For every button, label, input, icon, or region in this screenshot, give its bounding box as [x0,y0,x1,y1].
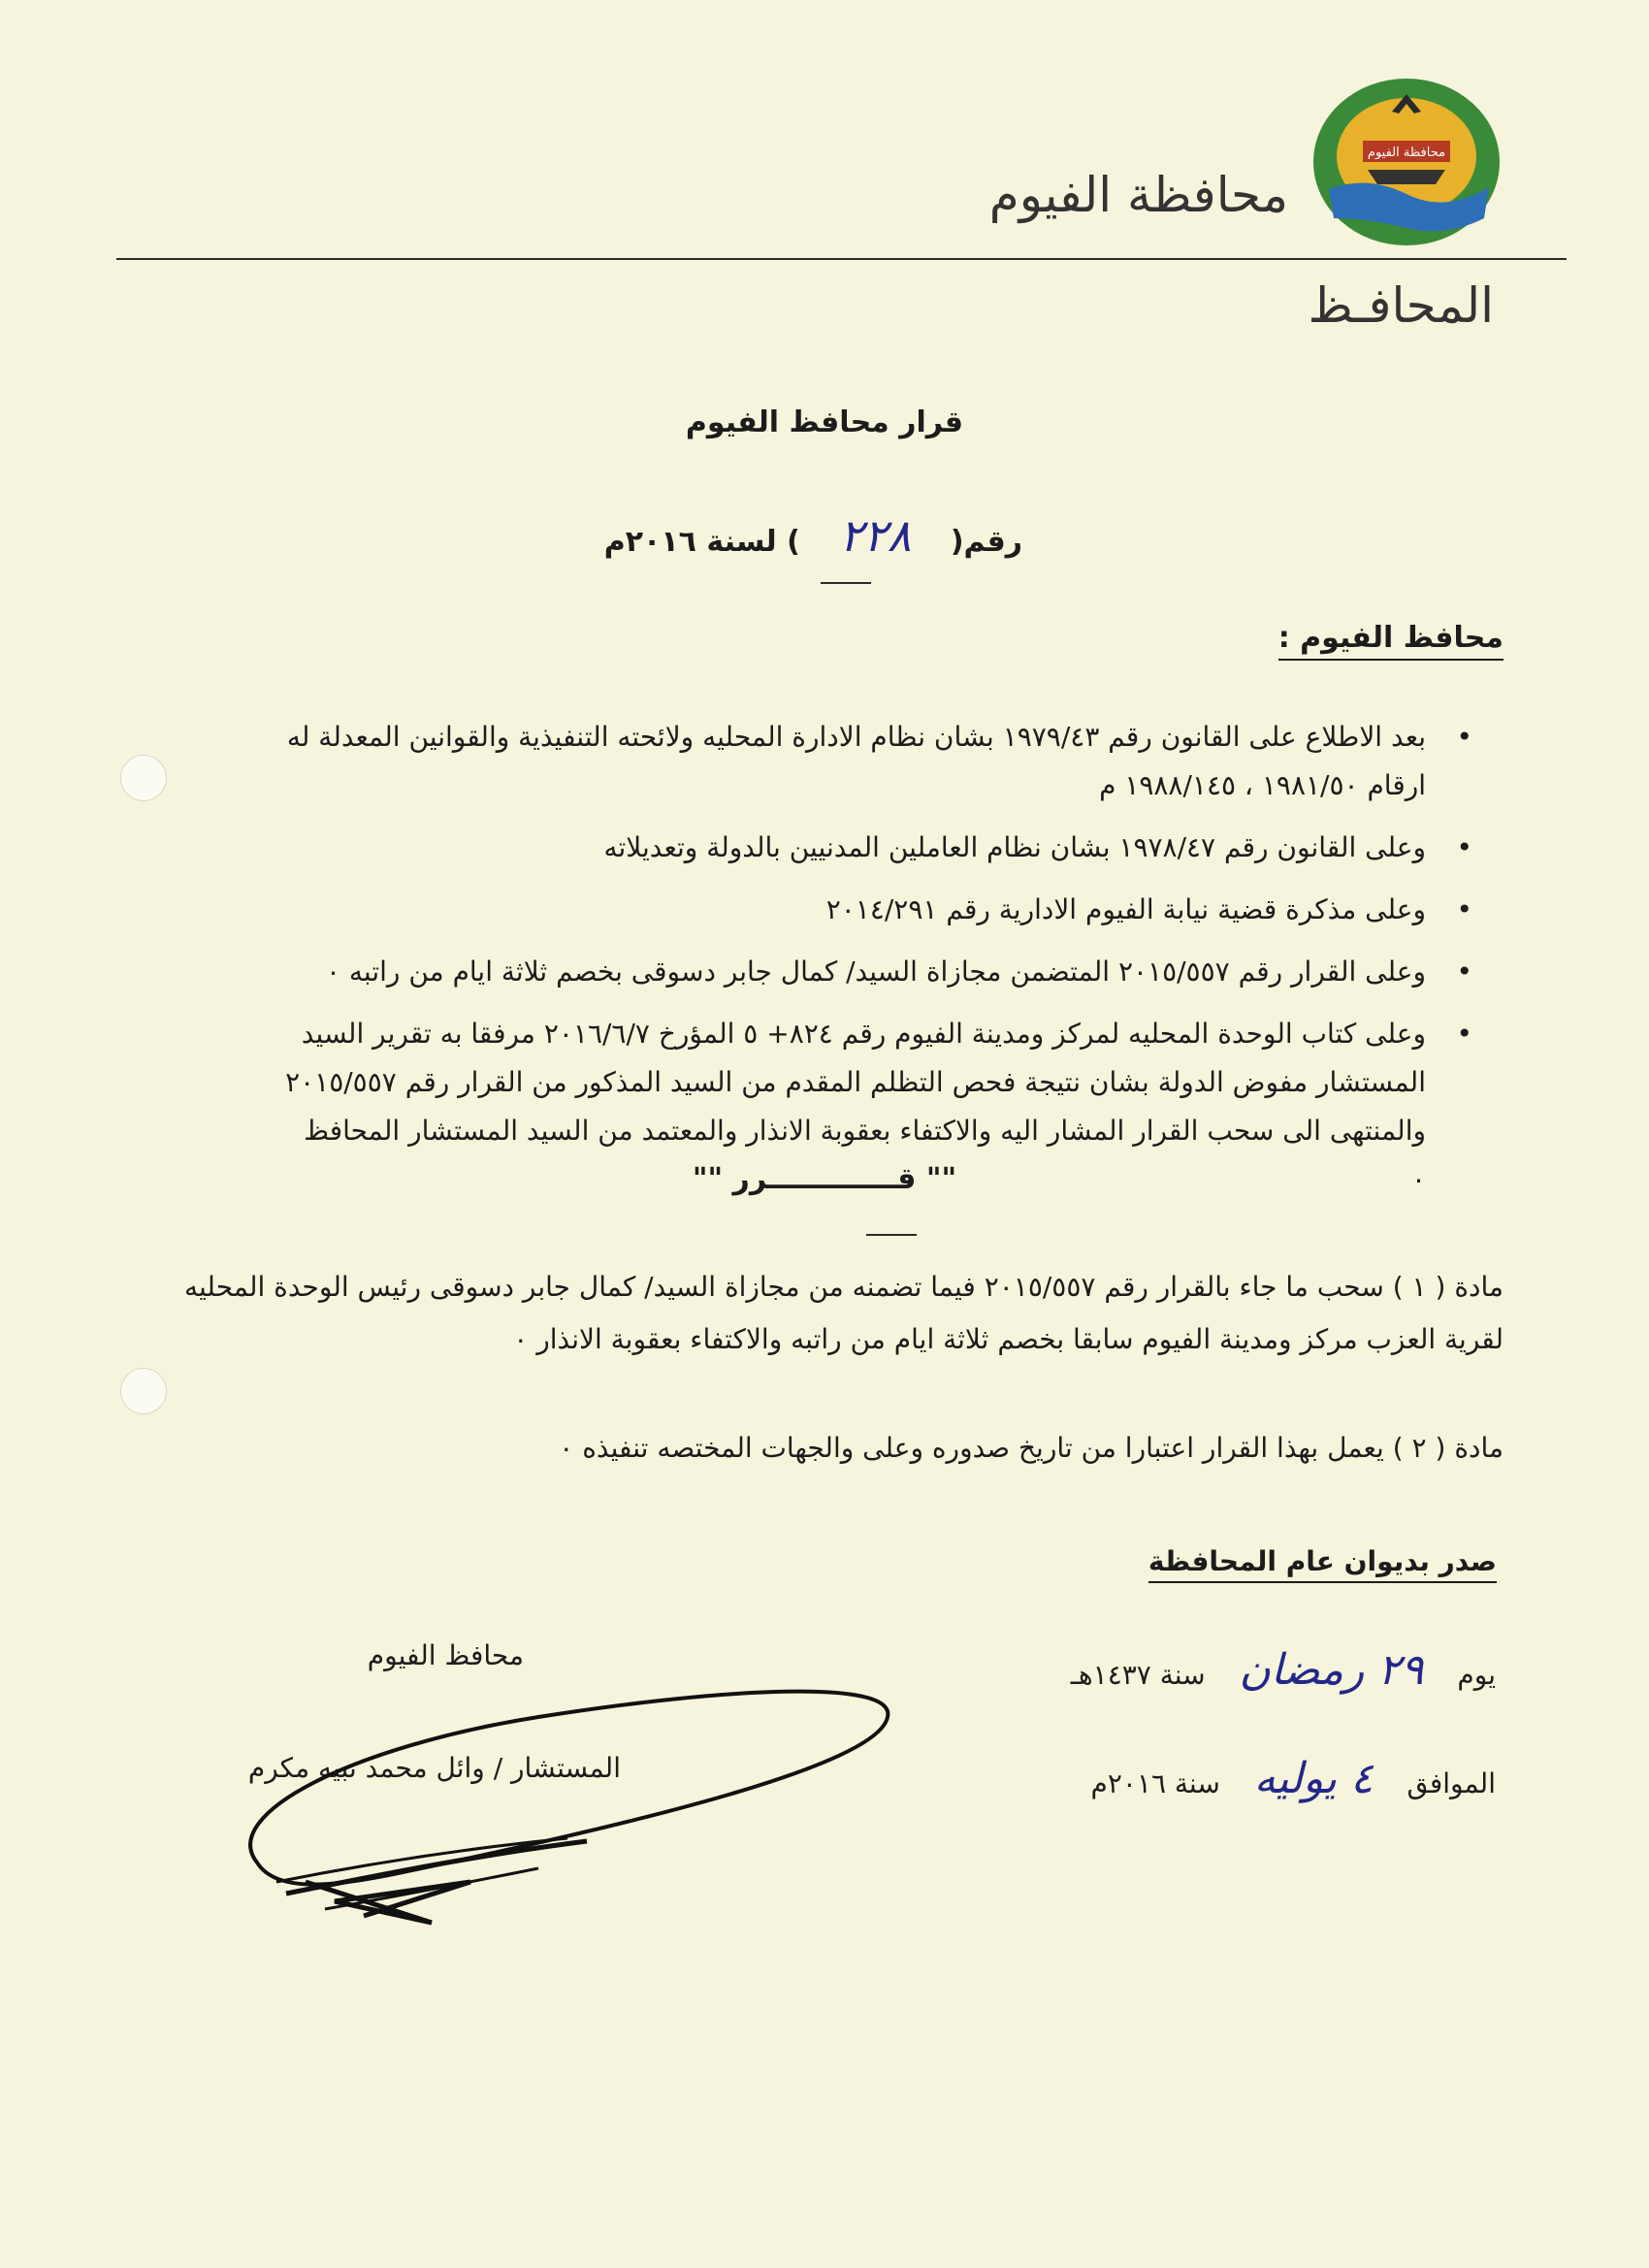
preamble-item [281,824,1484,872]
article-2: مادة ( ٢ ) يعمل بهذا القرار اعتبارا من تاريخ صدوره وعلى والجهات المختصه تنفيذه ٠ [559,1432,1504,1464]
decided-heading: "" قـــــــــــــرر "" [692,1162,957,1196]
gregorian-date-handwritten: ٤ يوليه [1253,1754,1374,1803]
addressee-heading: محافظ الفيوم : [1278,621,1504,661]
fayoum-governorate-logo [1310,73,1504,247]
day-label: يوم [1457,1659,1496,1691]
corresponding-label: الموافق [1406,1767,1496,1799]
preamble-item [281,886,1484,934]
hijri-date-line [1071,1645,1496,1695]
preamble-text: وعلى مذكرة قضية نيابة الفيوم الادارية رقم ٢٠١٤/٢٩١ [825,893,1426,925]
preamble-list [281,713,1484,1217]
preamble-text: وعلى كتاب الوحدة المحليه لمركز ومدينة الفيوم رقم ٨٢٤+ ٥ المؤرخ ٢٠١٦/٦/٧ مرفقا به تقرير السيد المستشار مفوض الدولة بشان نتيجة فحص التظلم المقدم من السيد المذكور من القرار رقم ٢٠١٥/٥٥٧ والمنتهى الى سحب القرار المشار اليه والاكتفاء بعقوبة الانذار والمعتمد من السيد المستشار المحافظ ٠ [285,1018,1426,1195]
decree-number-handwritten: ٢٢٨ [839,509,912,562]
hijri-year: سنة ١٤٣٧هـ [1070,1659,1206,1691]
preamble-item [281,948,1484,996]
issued-at: صدر بديوان عام المحافظة [1148,1545,1497,1583]
punch-hole-top [120,755,167,801]
header-divider [116,258,1567,260]
logo-inscription: محافظة الفيوم [1367,146,1446,160]
gregorian-year: سنة ٢٠١٦م [1090,1767,1220,1799]
signatory-title: محافظ الفيوم [367,1639,524,1671]
short-divider-top [821,582,871,584]
preamble-text: وعلى القرار رقم ٢٠١٥/٥٥٧ المتضمن مجازاة السيد/ كمال جابر دسوقى بخصم ثلاثة ايام من راتبه ٠ [325,956,1426,988]
number-label: رقم( [950,525,1022,559]
gregorian-date-line [1090,1754,1496,1803]
decree-number-line [604,509,1022,562]
preamble-item [281,713,1484,810]
punch-hole-bottom [120,1368,167,1414]
signatory-name: المستشار / وائل محمد نبيه مكرم [247,1752,621,1784]
decree-title: قرار محافظ الفيوم [685,405,964,439]
preamble-text: وعلى القانون رقم ١٩٧٨/٤٧ بشان نظام العاملين المدنيين بالدولة وتعديلاته [603,831,1426,863]
handwritten-signature [218,1639,917,1930]
governor-office-label: المحافـظ [1308,277,1494,334]
year-label: ) لسنة ٢٠١٦م [603,525,800,559]
preamble-text: بعد الاطلاع على القانون رقم ١٩٧٩/٤٣ بشان نظام الادارة المحليه ولائحته التنفيذية والقوانين المعدلة له ارقام ١٩٨١/٥٠ ، ١٩٨٨/١٤٥ م [286,721,1426,801]
governorate-title: محافظة الفيوم [988,167,1288,223]
article-1: مادة ( ١ ) سحب ما جاء بالقرار رقم ٢٠١٥/٥٥٧ فيما تضمنه من مجازاة السيد/ كمال جابر دسوقى رئيس الوحدة المحليه لقرية العزب مركز ومدينة الفيوم سابقا بخصم ثلاثة ايام من راتبه والاكتفاء بعقوبة الانذار ٠ [183,1271,1504,1355]
short-divider-bottom [866,1234,917,1236]
hijri-date-handwritten: ٢٩ رمضان [1239,1645,1424,1695]
